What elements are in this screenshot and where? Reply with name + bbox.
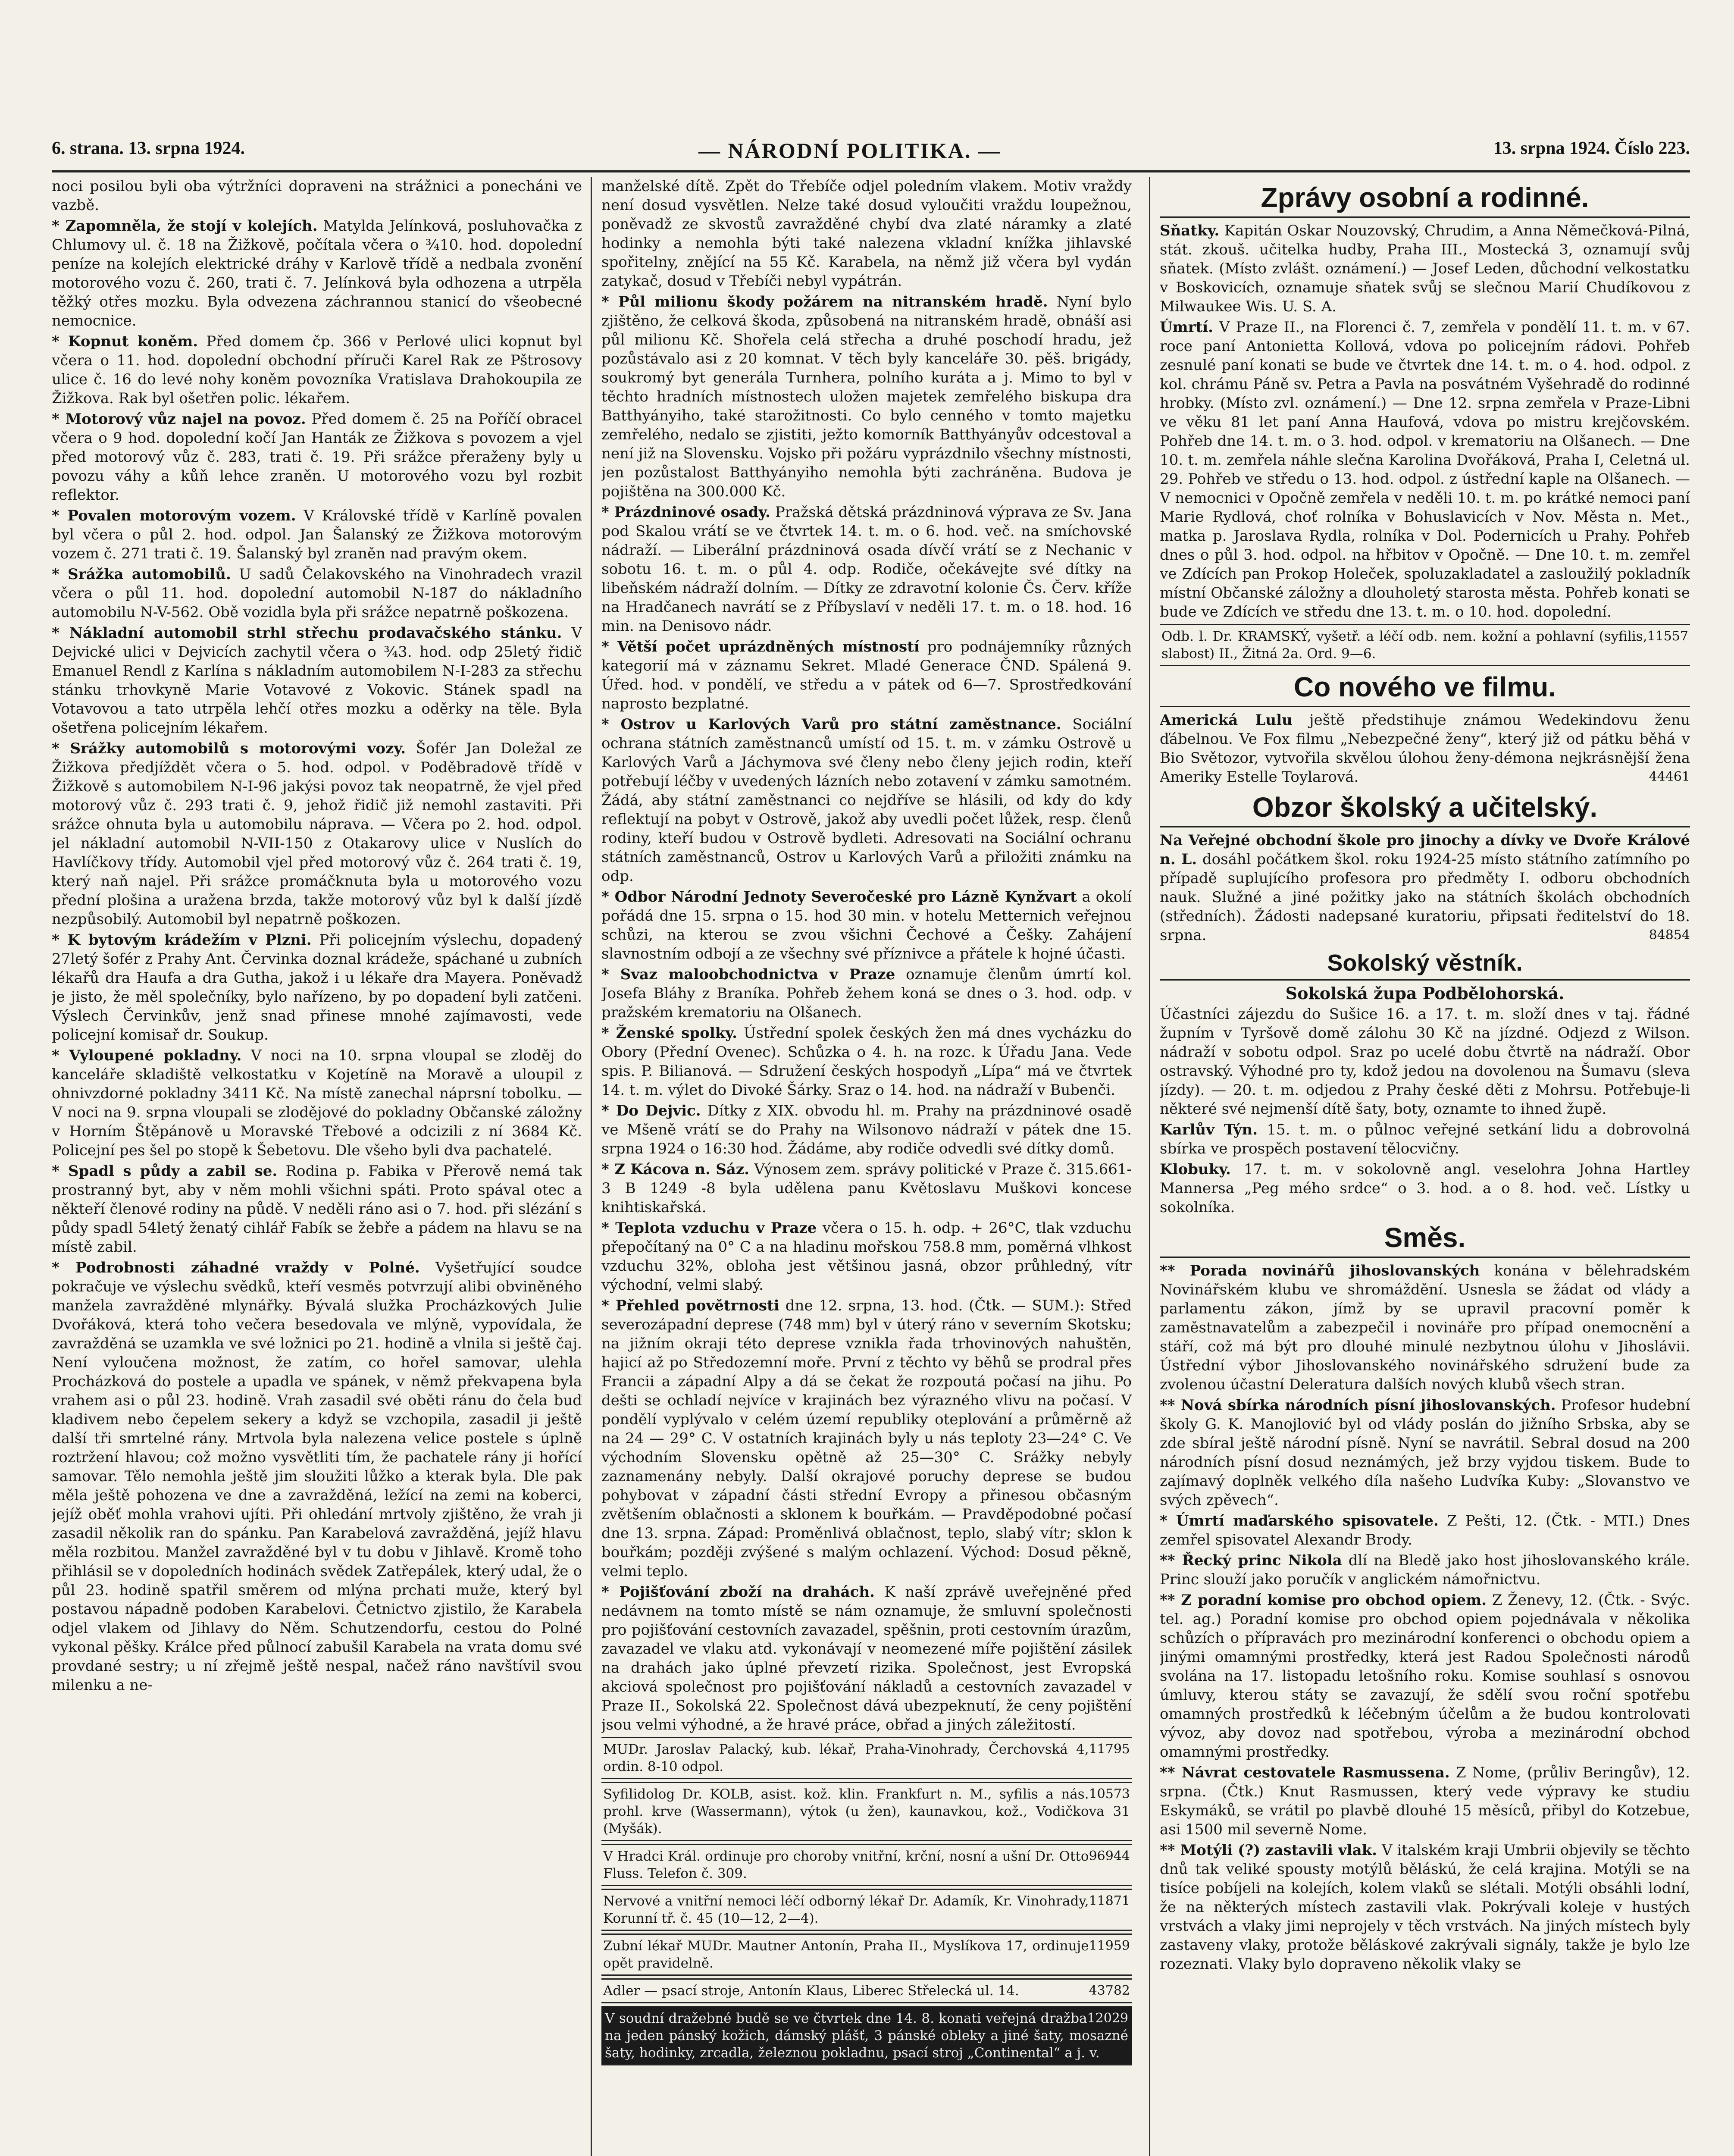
ad-text: MUDr. Jaroslav Palacký, kub. lékař, Praha-Vinohrady, Čerchovská 4, ordin. 8-10 odpol. — [603, 1742, 1089, 1774]
ad-text: Odb. l. Dr. KRAMSKÝ, vyšetř. a léčí odb. nem. kožní a pohlavní (syfilis, slabost) II., Žitná 2a. Ord. 9—6. — [1161, 629, 1647, 661]
article — [1160, 221, 1690, 316]
ad-text: Syfilidolog Dr. KOLB, asist. kož. klin. Frankfurt n. M., syfilis a nás. prohl. krve (Wassermann), výtok (u žen), kaunavkou, kož., Vodičkova 31 (Myšák). — [603, 1786, 1130, 1836]
article-text: včera o 15. h. odp. + 26°C, tlak vzduchu přepočítaný na 0° C a na hladinu mořskou 758.8 mm, poměrná vlhkost vzduchu 32%, obloha jest většinou jasná, obzor průhledný, vítr východní, velmi slabý. — [601, 1219, 1132, 1294]
article-text: dne 12. srpna, 13. hod. (Čtk. — SUM.): Střed severozápadní deprese (748 mm) byl v úterý ráno v severním Skotsku; na jižním okraji této deprese vznikla řada trhovinových nahuštěn, hajicí až po Středozemní moře. První z těchto vy běhů se prodral přes Francii a západní Alpy a dá se čekat že rozpoutá počasí na jihu. Po dešti se ochladí nejvíce v krajinách bez výrazného vlivu na počasí. V pondělí vyplývalo v celém území republiky oteplování a průměrně až na 24 — 29° C. V ostatních krajinách byly u nás teploty 23—24° C. Ve východním Slovensku opětně až 25—30° C. Srážky nebyly zaznamenány nebyly. Další okrajové poruchy deprese se budou pohybovat v západní části střední Evropy a přinesou občasným zvětšením oblačnosti a sklonem k bouřkám. — Pravděpodobné počasí dne 13. srpna. Západ: Proměnlivá oblačnost, teplo, slabý vítr; sklon k bouřkám; později zvýšené s malým ochlazení. Východ: Dosud pěkně, velmi teplo. — [601, 1297, 1132, 1580]
article-text: Kapitán Oskar Nouzovský, Chrudim, a Anna Němečková-Pilná, stát. zkouš. učitelka hudby, Praha III., Mostecká 3, oznamují svůj sňatek. (Místo zvlášt. oznámení.) — Josef Leden, důchodní velkostatku v Boskovicích, oznamuje sňatek svůj se slečnou Marií Chudíkovou z Milwaukee Wis. U. S. A. — [1160, 222, 1690, 315]
article-title: * Srážky automobilů s motorovými vozy. — [52, 740, 406, 757]
article-title: * Zapomněla, že stojí v kolejích. — [52, 217, 318, 235]
article-text: Vyšetřující soudce pokračuje ve výslechu svědků, kteří vesměs potvrzují alibi obviněného manžela zavražděné mlynářky. Bývalá služka Procházkových Julie Dvořáková, která toho večera besedovala ve mlýně, vypovídala, že zavražděná se uzamkla ve své ložnici po 21. hodině a vlnila si ještě čaj. Není vyloučena možnost, že zatím, co hořel samovar, ulehla Procházková do postele a upadla ve spánek, v němž překvapena byla vrahem asi o půl 23. hodině. Vrah zasadil své oběti ránu do čela buď kladivem nebo čepelem sekery a když se vzchopila, zasadil ji ještě další tři smrtelné rány. Mrtvola byla nalezena velice postele s úplně roztržení hlavou; což možno vysvětliti tím, že pachatele rány ji hořící samovar. Tělo nemohla ještě jim sloužiti lůžko a kterak byla. Dle pak měla ještě pohozena ve dne a zavražděná, ležící na zemi na koberci, jejíž oběť mohla vrahovi ujíti. Při ohledání mrtvoly zjištěno, že vrah ji zasadil několik ran do spánku. Pan Karabelová zavražděná, jejíž hlavu měla rozbitou. Manžel zavražděné byl v tu dobu v Jihlavě. Kromě toho přihlásil se v dopoledních hodinách svědek Zatřepálek, který udal, že o půl 23. hodině spatřil směrem od mlýna prchati muže, který byl postavou nápadně podoben Karabelovi. Četnictvo zjistilo, že Karabela odjel vlakem od Jihlavy do Něm. Schutzendorfu, cestou do Polné vykonal pěšky. Králce před půlnocí zabušil Karabela na vrata domu své provdané sestry; u ní zřejmě ještě nespal, načež ráno navštívil svou milenku a ne- — [52, 1259, 582, 1694]
section-heading: Směs. — [1160, 1221, 1690, 1258]
article-text: Šofér Jan Doležal ze Žižkova předjíždět včera o 5. hod. odpol. v Poděbradově třídě v Žižkově s automobilem N-I-96 jakýsi povoz tak neopatrně, že vjel před motorový vůz č. 293 trati č. 9, jehož řidič již nemohl zastaviti. Při srážce ohnuta byla u automobilu nápravа. — Včera po 2. hod. odpol. jel nákladní automobil N-VII-150 z Otakarovy ulice v Nuslích do Havlíčkovy třídy. Automobil vjel před motorový vůz č. 264 trati č. 19, který naň najel. Při srážce promáčknuta byla u motorového vozu přední plošina a uražena brzda, takže motorový vůz byl k další jízdě nezpůsobilý. Automobil byl nepatrně poškozen. — [52, 740, 582, 928]
ad-number: 44461 — [1649, 769, 1690, 784]
article-title: * Povalen motorovým vozem. — [52, 507, 296, 524]
article-text: Nyní bylo zjištěno, že celková škoda, způsobená na nitranském hradě, obnáší asi půl milionu Kč. Shořela celá střecha a druhé poschodí hradu, jež pozůstávalo asi z 20 komnat. V těch byly kanceláře 30. pěš. brigády, soukromý byt generála Turnhera, polního kuráta a j. Mimo to byl v těchto hradních místnostech uložen majetek zemřelého biskupa dra Batthyányiho, také starožitnosti. Co bylo cenného v tomto majetku zemřelého, nedalo se zjistiti, ježto komorník Batthyányův odcestoval a není již na Slovensku. Vojsko při požáru vyprázdnilo všechny místnosti, jen pozůstalost Batthyányiho nemohla býti zachráněna. Budova je pojištěna na 300.000 Kč. — [601, 293, 1132, 500]
article-title: * Nákladní automobil strhl střechu prodavačského stánku. — [52, 624, 562, 642]
article — [52, 1162, 582, 1257]
article-text: Z Nome, (průliv Beringův), 12. srpna. (Čtk.) Knut Rasmussen, který vede výpravy ke studiu Eskymáků, se vrátil po plavbě dlouhé 15 měsíců, přibyl do Kotzebue, asi 1500 mil severně Nome. — [1160, 1764, 1690, 1838]
article-title: * Srážka automobilů. — [52, 566, 231, 583]
page-header — [52, 129, 1690, 168]
article-text: V noci na 10. srpna vloupal se zloděj do kanceláře skladiště velkostatku v Kojetíně na Moravě a uloupil z ohnivzdorné pokladny 3411 Kč. Na místě zanechal náprsní tobolku. — V noci na 9. srpna vloupali se zlodějové do pokladny Občanské záložny v Horním Štěpánově u Moravské Třebové a odcizili z ní 3684 Kč. Policejní pes šel po stopě k Šebetovu. Dle všeho byli dva pachatelé. — [52, 1047, 582, 1159]
article — [601, 1219, 1132, 1294]
article-title: * Svaz maloobchodnictva v Praze — [601, 966, 895, 983]
article-text: V Královské třídě v Karlíně povalen byl včera o půl 2. hod. odpol. Jan Šalanský ze Žižkova motorovým vozem č. 271 trati č. 19. Šalanský byl zraněn nad pravým okem. — [52, 507, 582, 562]
article-text: dlí na Bledě jako host jihoslovanského krále. Princ slouží jako poručík v anglickém námořnictvu. — [1160, 1552, 1690, 1588]
advertisement — [601, 1978, 1132, 2003]
ad-number: 43782 — [1089, 1983, 1130, 1998]
header-rule — [52, 170, 1690, 172]
article — [601, 1160, 1132, 1217]
ad-number: 11557 — [1647, 629, 1688, 644]
article-text: Matylda Jelínková, posluhovačka z Chlumovy ul. č. 18 na Žižkově, počítala včera o ¾10. hod. dopolední peníze na kolejích elektrické dráhy v Karlově třídě a nedbala zvonění motorového vozu č. 260, trati č. 7. Jelínková byla odhozena a utrpěla těžký otřes mozku. Byla odvezena záchrannou stanicí do všeobecné nemocnice. — [52, 217, 582, 329]
article-text: Účastníci zájezdu do Sušice 16. a 17. t. m. složí dnes v taj. řádné župním v Tyršově domě zálohu 30 Kč na jízdné. Odjezd z Wilson. nádraží v sobotu odpol. Sraz po ucelé dobu čtvrtě na nádraží. Obor ostravský. Výhodné pro ty, kdož jedou na dovolenou na Šumavu (sleva jízdy). — 20. t. m. odjedou z Prahy české děti z Mohrsu. Potřebuje-li některé své nejmenší dítě šaty, boty, oznamte to ihned župě. — [1160, 1006, 1690, 1118]
section-heading: Zprávy osobní a rodinné. — [1160, 181, 1690, 218]
article-title: ** Řecký princ Nikola — [1160, 1552, 1342, 1569]
section-heading: Obzor školský a učitelský. — [1160, 791, 1690, 827]
section-heading: Co nového ve filmu. — [1160, 671, 1690, 707]
article — [52, 216, 582, 330]
article — [52, 565, 582, 622]
article — [1160, 1511, 1690, 1549]
article — [52, 410, 582, 505]
article-text: Pražská dětská prázdninová výprava ze Sv. Jana pod Skalou vrátí se ve čtvrtek 14. t. m. o 6. hod. več. na smíchovské nádraží. — Liberální prázdninová osada dívčí vrátí se z Nechanic v sobotu 16. t. m. o půl 4. odp. Rodiče, očekávejte své dítky na libeňském nádraží dolním. — Dítky ze zdravotní kolonie Čs. Červ. kříže na Hradčanech navrátí se z Příbyslaví v neděli 17. t. m. o 18. hod. 16 min. na Denisovo nádr. — [601, 504, 1132, 635]
article — [1160, 318, 1690, 621]
article-text: U sadů Čelakovského na Vinohradech vrazil včera o půl 11. hod. dopolední automobil N-187 do nákladního automobilu N-V-562. Obě vozidla byla při srážce nepatrně poškozena. — [52, 566, 582, 621]
article-text: V Praze II., na Florenci č. 7, zemřela v pondělí 11. t. m. v 67. roce paní Antonietta Kollová, vdova po policejním rádovi. Pohřeb zesnulé paní konati se bude ve čtvrtek dne 14. t. m. o 4. hod. odpol. z kol. chrámu Páně sv. Petra a Pavla na posvátném Vyšehradě do rodinné hrobky. (Místo zvl. oznámení.) — Dne 12. srpna zemřela v Praze-Libni ve věku 81 let paní Anna Haufová, vdova po mistru krejčovském. Pohřeb dne 14. t. m. o 3. hod. odpol. v krematoriu na Olšanech. — Dne 10. t. m. zemřela náhle slečna Karolina Dvořáková, Praha I, Celetná ul. 29. Pohřeb ve středu o 13. hod. odpol. z ústřední kaple na Olšanech. — V nemocnici v Opočně zemřela v neděli 10. t. m. po krátké nemoci paní Marie Rydlová, choť rolníka v Bohuslavicích v Nov. Města n. Met., matka p. Jaroslava Rydla, rolníka v Dol. Podernicích u Prahy. Pohřeb dnes o půl 3. hod. odpol. na hřbitov v Opočně. — Dne 10. t. m. zemřel ve Zdících pan Prokop Holeček, spoluzakladatel a zasloužilý pokladník místní Občanské záložny a dlouholetý starosta města. Pohřeb konati se bude ve Zdících ve středu dne 13. t. m. o 10. hod. dopolední. — [1160, 319, 1690, 620]
article — [52, 506, 582, 563]
article-title: Karlův Týn. — [1160, 1121, 1258, 1138]
article-title: * Odbor Národní Jednoty Severočeské pro Lázně Kynžvart — [601, 888, 1077, 906]
article-title: * Přehled povětrnosti — [601, 1297, 779, 1314]
article-title: ** Návrat cestovatele Rasmussena. — [1160, 1764, 1450, 1781]
article-title: * Pojišťování zboží na drahách. — [601, 1583, 875, 1601]
article-title: * Půl milionu škody požárem na nitranském hradě. — [601, 293, 1048, 310]
article-text: manželské dítě. Zpět do Třebíče odjel poledním vlakem. Motiv vraždy není dosud vysvětlen. Nelze také dosud vyloučiti vraždu loupežnou, poněvadž ze skvostů zavražděné chybí dva zlaté náramky a zlaté hodinky a nemohla býti také nalezena vkladní knížka jihlavské spořitelny, znějící na 55 Kč. Karabela, na němž již včera byl vydán zatykač, dosud v Třebíči nebyl vypátrán. — [601, 178, 1132, 290]
ad-number: 11959 — [1089, 1938, 1130, 1953]
article — [52, 332, 582, 408]
article-title: ** Nová sbírka národních písní jihoslovanských. — [1160, 1397, 1556, 1414]
article-text: Ústřední spolek českých žen má dnes vycházku do Obory (Přední Ovenec). Schůzka o 4. h. na rozc. k Úřadu Jana. Vede spis. P. Bilianová. — Sdružení českých hospodyň „Lípa“ má ve čtvrtek 14. t. m. výlet do Divoké Šárky. Sraz o 14. hod. na nádraží v Bubenči. — [601, 1025, 1132, 1099]
article — [601, 1583, 1132, 1734]
article — [601, 177, 1132, 291]
article-text: 15. t. m. o půlnoc veřejné setkání lidu a dobrovolná sbírka ve prospěch postavení tělocvičny. — [1160, 1121, 1690, 1157]
advertisement — [1160, 624, 1690, 666]
article-text: V Dejvické ulici v Dejvicích zachytil včera o ¾3. hod. odp 25letý řidič Emanuel Rendl z Karlína s nákladním automobilem N-I-283 za střechu stánku trhovkyně Marie Votavové z Vokovic. Stánek spadl na Votavovou a tato utrpěla lehčí otřes mozku a oděrky na těle. Byla ošetřena policejním lékařem. — [52, 624, 582, 736]
article — [52, 931, 582, 1044]
advertisement — [601, 1934, 1132, 1976]
article-text: ještě předstihuje známou Wedekindovu ženu ďábelnou. Ve Fox filmu „Nebezpečné ženy“, který již od pátku běhá v Bio Světozor, vytvořila skvělou úlohou ženy-démona nejkrásnější žena Ameriky Estelle Toylarová. — [1160, 711, 1690, 786]
article-title: * Ženské spolky. — [601, 1025, 738, 1042]
ad-text: Zubní lékař MUDr. Mautner Antonín, Praha II., Myslíkova 17, ordinuje opět pravidelně. — [603, 1938, 1089, 1971]
article — [52, 1258, 582, 1695]
article — [1160, 1396, 1690, 1510]
advertisement — [601, 1737, 1132, 1779]
article-title: * Teplota vzduchu v Praze — [601, 1219, 817, 1237]
ad-number: 10573 — [1089, 1786, 1130, 1802]
advertisement — [601, 2006, 1132, 2065]
article — [52, 739, 582, 929]
article-title: * Kopnut koněm. — [52, 333, 198, 350]
article-title: Úmrtí. — [1160, 319, 1213, 336]
ad-number: 11871 — [1089, 1893, 1130, 1908]
article — [601, 887, 1132, 963]
article-title: * Z Kácova n. Sáz. — [601, 1161, 749, 1178]
article-title: * Podrobnosti záhadné vraždy v Polné. — [52, 1259, 420, 1276]
article-title: * Větší počet uprázdněných místností — [601, 638, 920, 655]
article — [1160, 1763, 1690, 1839]
article — [601, 965, 1132, 1022]
article — [601, 1101, 1132, 1158]
column-1 — [52, 177, 582, 2156]
ad-text: V Hradci Král. ordinuje pro choroby vnitřní, krční, nosní a ušní Dr. Otto Fluss. Telefon č. 309. — [603, 1849, 1089, 1881]
article-text: K naší zprávě uveřejněné před nedávnem na tomto místě se nám oznamuje, že smluvní společnosti pro pojišťování cestovních zavazadel, spěšnin, proti cestovním úrazům, zavazadel ve vlaku atd. vykonávají v neomezené míře pojištění zásilek na drahách jako úplné převzetí rizika. Společnost, jest Evropská akciová společnost pro pojišťování nákladů a cestovních zavazadel v Praze II., Sokolská 22. Společnost dává ubezpeknutí, že ceny pojištění jsou velmi výhodné, a že hravé práce, obřad a jiných záležitostí. — [601, 1583, 1132, 1733]
article-text: Před domem čp. 366 v Perlové ulici kopnut byl včera o 11. hod. dopolední obchodní příruči Karel Rak ze Pštrosovy ulice č. 16 do levé nohy koněm povozníka Vratislava Drahokoupila ze Žižkova. Rak byl ošetřen polic. lékařem. — [52, 333, 582, 407]
article-text: oznamuje členům úmrtí kol. Josefa Bláhy z Braníka. Pohřeb žehem koná se dnes o 3. hod. odp. v pražském krematoriu na Olšanech. — [601, 966, 1132, 1021]
article-title: * Prázdninové osady. — [601, 504, 770, 521]
article-title: * K bytovým krádežím v Plzni. — [52, 931, 312, 949]
article — [1160, 1261, 1690, 1394]
ad-text: Adler — psací stroje, Antonín Klaus, Liberec Střelecká ul. 14. — [603, 1983, 1019, 1999]
article — [1160, 1005, 1690, 1119]
article — [601, 503, 1132, 636]
article-title: Sňatky. — [1160, 222, 1220, 239]
section-heading: Sokolský věstník. — [1160, 949, 1690, 981]
article-text: Výnosem zem. správy politické v Praze č. 315.661-3 B 1249 -8 byla udělena panu Květoslavu Muškovi koncese knihtiskařská. — [601, 1161, 1132, 1216]
ad-text: Nervové a vnitřní nemoci léčí odborný lékař Dr. Adamík, Kr. Vinohrady, Korunní tř. č. 45 (10—12, 2—4). — [603, 1893, 1089, 1926]
article-text: Dítky z XIX. obvodu hl. m. Prahy na prázdninové osadě ve Mšeně vrátí se do Prahy na Wilsonovo nádraží v pátek dne 15. srpna 1924 o 16:30 hod. Žádáme, aby rodiče odvedli své dítky domů. — [601, 1102, 1132, 1157]
article — [52, 624, 582, 737]
article-text: Sociální ochrana státních zaměstnanců umístí od 15. t. m. v zámku Ostrově u Karlových Varů a Jáchymova své členy nebo členy jejich rodin, kteří potřebují léčby v uvedených lázních nebo zotavení v zámku samotném. Žádá, aby státní zaměstnanci co nejdříve se hlásili, od kdy do kdy reflektují na pobyt v Ostrově, jakož aby uvedli počet lůžek, resp. členů rodiny, kteří budou v Ostrově bydleti. Adresovati na Sociální ochranu státních zaměstnanců, Ostrov u Karlových Varů a přiložiti známku na odp. — [601, 716, 1132, 885]
article — [1160, 1591, 1690, 1761]
column-divider — [591, 177, 592, 2156]
article-text: 17. t. m. v sokolovně angl. veselohra Johna Hartley Mannersa „Peg mého srdce“ o 3. hod. a o 8. hod. več. Lístky u sokolníka. — [1160, 1161, 1690, 1216]
ad-number: 84854 — [1649, 928, 1690, 943]
article-text: dosáhl počátkem škol. roku 1924-25 místo státního zatímního po případě suplujícího profesora pro předměty I. odboru obchodních nauk. Služné a jiné požitky jako na státních školách obchodních (středních). Žádosti nadepsané kuratoriu, připsati ředitelství do 18. srpna. — [1160, 851, 1690, 944]
article — [1160, 831, 1690, 945]
article — [601, 292, 1132, 501]
article-title: * Spadl s půdy a zabil se. — [52, 1163, 278, 1180]
article-title: Americká Lulu — [1160, 711, 1293, 729]
article — [1160, 711, 1690, 787]
advertisement — [601, 1782, 1132, 1841]
article-title: * Motorový vůz najel na povoz. — [52, 411, 306, 428]
article — [1160, 1160, 1690, 1217]
newspaper-page — [52, 129, 1690, 2156]
article-text: Profesor hudební školy G. K. Manojlović byl od vlády poslán do jižního Srbska, aby se zde sbíral ještě národní písně. Nyní se navrátil. Sebral dosud na 200 národních písní dosud neznámých, jež brzy vyjdou tiskem. Bude to zajímavý doplněk velkého díla našeho Ludvíka Kuby: „Slovanstvo ve svých zpěvech“. — [1160, 1397, 1690, 1509]
article-text: Z Pešti, 12. (Čtk. - MTI.) Dnes zemřel spisovatel Alexandr Brody. — [1160, 1512, 1690, 1548]
article — [601, 715, 1132, 886]
article-text: konána v bělehradském Novinářském klubu ve shromáždění. Usnesla se žádat od vlády a parlamentu zákon, jímž by se upravil pracovní poměr k zaměstnavatelům a zabezpečil i novináře pro případ onemocnění a stáří, což má být pro dlouhé minulé nezbytnou úlohu v Jihoslávii. Ústřední výbor Jihoslovanského novinářského sdružení bude za zvolenou účastní Deleratura dalších nových klubů všech stran. — [1160, 1262, 1690, 1393]
article — [601, 1296, 1132, 1581]
column-2 — [601, 177, 1132, 2156]
article-title: Klobuky. — [1160, 1161, 1231, 1178]
article — [601, 1024, 1132, 1100]
article — [52, 177, 582, 215]
ad-number: 11795 — [1089, 1742, 1130, 1757]
article-text: a okolí pořádá dne 15. srpna o 15. hod 30 min. v hotelu Metternich veřejnou schůzi, na kterou se zvou všichni Čechové a Češky. Zahájení slavnostním odbojí a ze všechny své příznivce a přátele k hojné účasti. — [601, 888, 1132, 962]
article-title: * Vyloupené pokladny. — [52, 1047, 242, 1064]
header-page-info: 6. strana. 13. srpna 1924. — [52, 138, 245, 158]
ad-number: 96944 — [1089, 1849, 1130, 1864]
advertisement — [601, 1844, 1132, 1886]
article-text: Rodina p. Fabika v Přerově nemá tak prostranný byt, aby v něm mohli všichni spáti. Proto spával otec a někteří členové rodiny na půdě. V neděli ráno asi o 7. hod. při slézání s půdy spadl 54letý ženatý cihlář Fabík se žebře a pádem na hlavu se na místě zabil. — [52, 1163, 582, 1256]
advertisement — [601, 1889, 1132, 1931]
ad-text: V soudní dražebné budě se ve čtvrtek dne 14. 8. konati veřejná dražba na jeden pánský kožich, dámský plášť, 3 pánské obleky a jiné šaty, mosazné šaty, hodinky, zrcadla, železnou pokladnu, psací stroj „Continental“ a j. v. — [605, 2011, 1128, 2061]
article-title: ** Z poradní komise pro obchod opiem. — [1160, 1592, 1487, 1609]
ad-number: 12029 — [1087, 2011, 1128, 2026]
article-title: ** Motýli (?) zastavili vlak. — [1160, 1842, 1377, 1859]
masthead-title: — NÁRODNÍ POLITIKA. — — [698, 138, 1001, 163]
article — [1160, 1551, 1690, 1589]
article-text: noci posilou byli oba výtržníci dopraveni na strážnici a ponecháni ve vazbě. — [52, 178, 582, 214]
article-title: Na Veřejné obchodní škole pro jinochy a dívky ve Dvoře Králové n. L. — [1160, 832, 1690, 868]
article — [601, 637, 1132, 713]
article-title: ** Porada novinářů jihoslovanských — [1160, 1262, 1480, 1279]
article-text: Před domem č. 25 na Poříčí obracel včera o 9 hod. dopolední kočí Jan Hanták ze Žižkova s povozem a vjel před motorový vůz č. 283, trati č. 19. Při srážce přeraženy byly u povozu váhy a kůň lehce zraněn. U motorového vozu byl rozbit reflektor. — [52, 411, 582, 504]
article — [52, 1046, 582, 1160]
subsection-heading: Sokolská župa Podbělohorská. — [1285, 984, 1565, 1003]
article-title: * Úmrtí maďarského spisovatele. — [1160, 1512, 1439, 1529]
article-text: V italském kraji Umbrii objevily se těchto dnů tak veliké spousty motýlů běláskú, že celá krajina. Motýli se na tisíce pobíjeli na kolejích, kolem vlaků se slétali. Motýli obsáhli lodní, že na některých místech zastavili vlak. Pokrývali koleje v hustých vrstvách a vlaky jimi neprojely v těch vrstvách. Na jiných místech byly zastaveny vlaky, protože běláskové zakrývali signály, takže je bylo lze rozeznati. Vlaky bylo dopraveno několik vlaky se — [1160, 1842, 1690, 1973]
article-text: pro podnájemníky různých kategorií má v záznamu Sekret. Mladé Generace ČND. Spálená 9. Úřed. hod. v pondělí, ve středu a v pátek od 6—7. Sprostředkování naprosto bezplatné. — [601, 638, 1132, 712]
article — [1160, 1120, 1690, 1158]
article-text: Při policejním výslechu, dopadený 27letý šofér z Prahy Ant. Červinka doznal krádeže, spáchané u zubních lékařů dra Haufa a dra Gutha, jakož i u lékaře dra Mayera. Poněvadž je jisto, že měl společníky, bylo nařízeno, by po dopadení byli zatčeni. Výslech Červinkův, jenž snad přinese mnohé zajímavosti, vede policejní komisař dr. Soukup. — [52, 931, 582, 1044]
column-3 — [1160, 177, 1690, 2156]
article — [1160, 1841, 1690, 1974]
article-title: * Do Dejvic. — [601, 1102, 701, 1119]
article-title: * Ostrov u Karlových Varů pro státní zaměstnance. — [601, 716, 1061, 733]
article-text: Z Ženevy, 12. (Čtk. - Svýc. tel. ag.) Poradní komise pro obchod opiem pojednávala v několika schůzích o přípravách pro mezinárodní konferenci o obchodu opiem a jinými omamnými prostředky, která jest Radou Společnosti národů svolána na 17. listopadu letošního roku. Komise souhlasí s osnovou úmluvy, kterou státy se zavazují, že sdělí svou roční spotřebu omamných prostředků k léčebným účelům a že budou kontrolovati vývoz, aby dovoz nad spotřebou, výroba a mezinárodní obchod omamnými prostředky. — [1160, 1592, 1690, 1761]
column-divider — [1149, 177, 1150, 2156]
header-issue-info: 13. srpna 1924. Číslo 223. — [1493, 138, 1690, 158]
